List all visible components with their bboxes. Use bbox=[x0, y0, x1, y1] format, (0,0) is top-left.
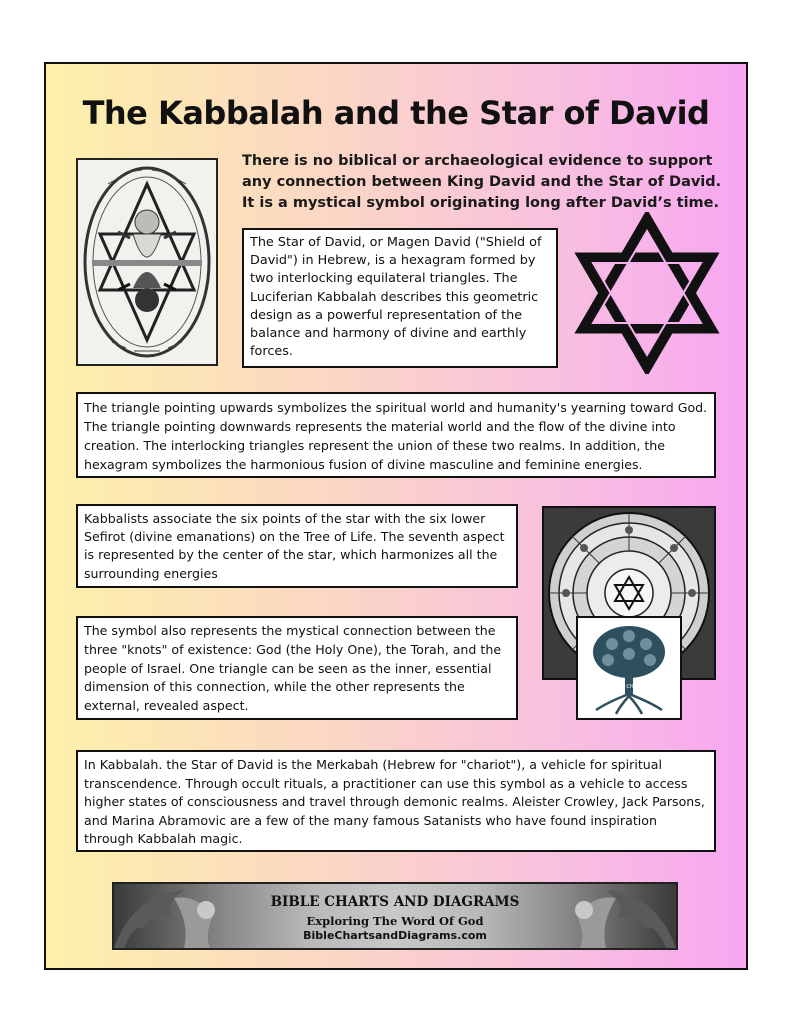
intro-text: There is no biblical or archaeological evidence to support any connection between King David and the Star of David. It is a mystical symbol originating long after David’s time. bbox=[242, 153, 722, 211]
footer-banner bbox=[112, 882, 678, 950]
footer-url[interactable]: BibleChartsandDiagrams.com bbox=[303, 929, 487, 942]
star-of-david-icon bbox=[574, 212, 720, 374]
merkabah-box: In Kabbalah. the Star of David is the Merkabah (Hebrew for "chariot"), a vehicle for spiritual transcendence. Through occult rituals, a practitioner can use this symbol as a vehicle to access higher states of consciousness and travel through demonic realms. Aleister Crowley, Jack Parsons, and Marina Abramovic are a few of the many famous Satanists who have found inspiration through Kabbalah magic. bbox=[76, 750, 716, 852]
tree-of-life-icon bbox=[576, 616, 682, 720]
definition-box: The Star of David, or Magen David ("Shield of David") in Hebrew, is a hexagram formed by two interlocking equilateral triangles. The Luciferian Kabbalah describes this geometric design as a powerful representation of the balance and harmony of divine and earthly forces. bbox=[242, 228, 558, 368]
triangles-box: The triangle pointing upwards symbolizes the spiritual world and humanity's yearning toward God. The triangle pointing downwards represents the material world and the flow of the divine into creation. The interlocking triangles represent the union of these two realms. In addition, the hexagram symbolizes the harmonious fusion of divine masculine and feminine energies. bbox=[76, 392, 716, 478]
footer-subtitle: Exploring The Word Of God bbox=[306, 914, 484, 928]
sefirot-box: Kabbalists associate the six points of the star with the six lower Sefirot (divine emanations) on the Tree of Life. The seventh aspect is represented by the center of the star, which harmonizes all the surrounding energies bbox=[76, 504, 518, 588]
poster bbox=[44, 62, 748, 970]
tree-caption: ETZ CHAIM bbox=[615, 684, 643, 690]
knots-box: The symbol also represents the mystical connection between the three "knots" of existence: God (the Holy One), the Torah, and the people of Israel. One triangle can be seen as the inner, essential dimension of this connection, while the other represents the external, revealed aspect. bbox=[76, 616, 518, 720]
footer-title: BIBLE CHARTS AND DIAGRAMS bbox=[270, 894, 520, 910]
mystic-hexagram-engraving-icon bbox=[76, 158, 218, 366]
page-title: The Kabbalah and the Star of David bbox=[82, 94, 710, 132]
